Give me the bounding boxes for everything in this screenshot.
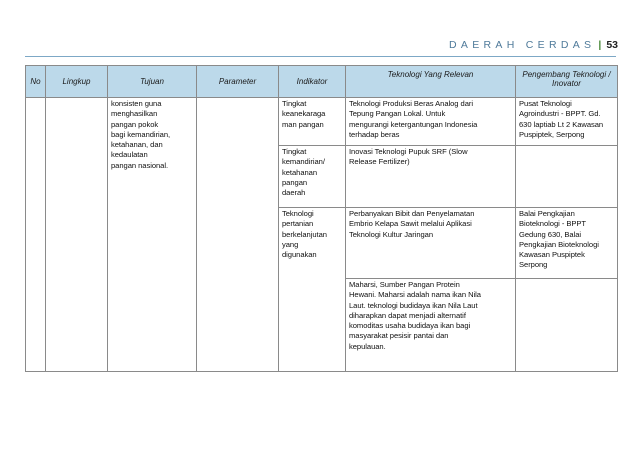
cell-pengembang: Balai Pengkajian Bioteknologi - BPPT Gedung 630, Balai Pengkajian Bioteknologi Kawasan Puspiptek Serpong: [516, 208, 618, 279]
header-separator: |: [598, 39, 602, 51]
column-header-no: No: [26, 66, 46, 98]
cell-indikator: Tingkat keanekaraga man pangan: [279, 98, 346, 146]
column-header-indikator: Indikator: [279, 66, 346, 98]
cell-parameter: [197, 98, 279, 372]
table-row: [26, 98, 618, 146]
chapter-title: DAERAH CERDAS: [449, 39, 596, 51]
cell-pengembang: Pusat Teknologi Agroindustri - BPPT. Gd. 630 laptiab Lt 2 Kawasan Puspiptek, Serpong: [516, 98, 618, 146]
cell-indikator: Tingkat kemandirian/ ketahanan pangan daerah: [279, 146, 346, 208]
column-header-teknologi: Teknologi Yang Relevan: [346, 66, 516, 98]
cell-no: [26, 98, 46, 372]
cell-teknologi: Inovasi Teknologi Pupuk SRF (Slow Release Fertilizer): [346, 146, 516, 208]
cell-lingkup: [46, 98, 108, 372]
page-header: [449, 37, 618, 53]
cell-pengembang: [516, 279, 618, 372]
technology-table: [25, 65, 618, 372]
column-header-pengembang: Pengembang Teknologi / Inovator: [516, 66, 618, 98]
cell-teknologi: Teknologi Produksi Beras Analog dari Tepung Pangan Lokal. Untuk mengurangi ketergantungan Indonesia terhadap beras: [346, 98, 516, 146]
column-header-parameter: Parameter: [197, 66, 279, 98]
cell-tujuan: konsisten guna menghasilkan pangan pokok bagi kemandirian, ketahanan, dan kedaulatan pangan nasional.: [108, 98, 197, 372]
column-header-lingkup: Lingkup: [46, 66, 108, 98]
cell-pengembang: [516, 146, 618, 208]
header-divider: [25, 56, 616, 57]
column-header-tujuan: Tujuan: [108, 66, 197, 98]
page-number: 53: [606, 39, 618, 51]
cell-teknologi: Maharsi, Sumber Pangan Protein Hewani. Maharsi adalah nama ikan Nila Laut. teknologi budidaya ikan Nila Laut diharapkan dapat menjadi alternatif komoditas usaha budidaya ikan bagi masyarakat pesisir pantai dan kepulauan.: [346, 279, 516, 372]
table-header-row: [26, 66, 618, 98]
cell-indikator: Teknologi pertanian berkelanjutan yang digunakan: [279, 208, 346, 372]
cell-teknologi: Perbanyakan Bibit dan Penyelamatan Embrio Kelapa Sawit melalui Aplikasi Teknologi Kultur Jaringan: [346, 208, 516, 279]
